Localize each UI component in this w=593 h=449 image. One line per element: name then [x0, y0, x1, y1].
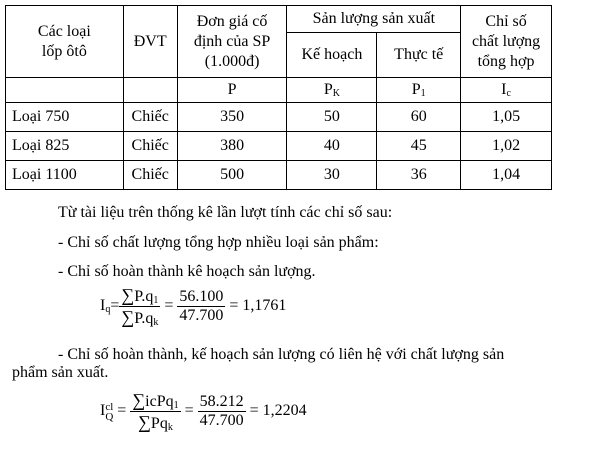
cell-actual: 36 [377, 161, 461, 190]
formula-iq-den-text: P.q [134, 310, 154, 327]
formula-iq-num-value: 56.100 [179, 288, 224, 305]
formula-iqcl-lhs [100, 400, 114, 423]
symbol-empty-cell [6, 78, 124, 103]
table-row [6, 161, 552, 190]
header-price-line3: (1.000đ) [204, 52, 260, 70]
header-quality-line1: Chỉ số [485, 12, 527, 30]
formula-iq-symbolic-fraction [119, 285, 160, 328]
sum-symbol: ∑ [121, 307, 135, 327]
symbol-plan-base: P [323, 81, 333, 98]
symbol-actual-sub: 1 [420, 88, 426, 99]
formula-iqcl-numeric-fraction [198, 393, 246, 430]
sum-symbol: ∑ [138, 412, 151, 432]
cell-price: 350 [177, 103, 287, 132]
header-price-line1: Đơn giá cố [196, 12, 268, 30]
formula-iqcl-num-sub: 1 [173, 400, 179, 411]
header-tire-type-line2: lốp ôtô [41, 42, 87, 60]
header-output: Sản lượng sản xuất [287, 6, 461, 33]
formula-iq-lhs-base: I [100, 297, 106, 315]
symbol-empty-cell [123, 78, 177, 103]
formula-iq-den-sub: k [153, 317, 159, 328]
cell-unit: Chiếc [123, 161, 177, 190]
header-price-line2: định của SP [193, 32, 271, 50]
header-quality-line3: tổng hợp [477, 52, 535, 70]
formula-iq-numeric-fraction [177, 288, 225, 325]
cell-unit: Chiếc [123, 103, 177, 132]
symbol-price: P [177, 78, 287, 103]
intro-text: Từ tài liệu trên thống kê lần lượt tính các chỉ số sau: [58, 204, 393, 221]
item-plan-completion: - Chỉ số hoàn thành kê hoạch sản lượng. [58, 263, 316, 280]
cell-type: Loại 750 [6, 103, 124, 132]
sum-symbol: ∑ [121, 285, 135, 305]
formula-iq-result: = 1,1761 [229, 297, 287, 315]
formula-iqcl-den-value: 47.700 [199, 412, 244, 429]
cell-actual: 45 [377, 132, 461, 161]
cell-price: 380 [177, 132, 287, 161]
formula-iq-symbolic-numerator [119, 285, 160, 306]
formula-iq-lhs [100, 297, 110, 314]
cell-price: 500 [177, 161, 287, 190]
formula-iqcl-lhs-sup: cl [105, 400, 114, 413]
header-quality-line2: chất lượng [471, 32, 541, 50]
formula-iq-den-value: 47.700 [179, 307, 224, 324]
cell-type: Loại 825 [6, 132, 124, 161]
formula-iq-symbolic-denominator [119, 306, 160, 328]
symbol-quality-sub: c [506, 88, 511, 99]
symbol-plan-sub: K [332, 88, 340, 99]
header-unit: ĐVT [123, 6, 177, 78]
item-quality-index: - Chỉ số chất lượng tổng hợp nhiều loại sản phẩm: [58, 234, 379, 251]
formula-iqcl-lhs-scripts [105, 402, 113, 422]
item-combined-index-line1: - Chỉ số hoàn thành, kế hoạch sản lượng có liên hệ với chất lượng sản [58, 346, 505, 363]
table-row [6, 132, 552, 161]
header-actual: Thực tế [377, 33, 461, 78]
cell-index: 1,02 [461, 132, 552, 161]
header-quality-index [461, 6, 552, 78]
symbol-actual [377, 78, 461, 103]
symbol-actual-base: P [411, 81, 421, 98]
tire-data-table [5, 5, 552, 190]
formula-iqcl-symbolic-denominator [130, 411, 180, 433]
formula-iq-num-text: P.q [134, 288, 154, 305]
cell-index: 1,05 [461, 103, 552, 132]
formula-iqcl-symbolic-fraction [130, 390, 180, 433]
cell-plan: 40 [287, 132, 377, 161]
formula-iqcl-result: = 1,2204 [249, 402, 307, 420]
cell-unit: Chiếc [123, 132, 177, 161]
table-row [6, 103, 552, 132]
formula-iq-lhs-sub: q [105, 304, 111, 316]
header-tire-type [6, 6, 124, 78]
sum-symbol: ∑ [132, 390, 146, 410]
cell-index: 1,04 [461, 161, 552, 190]
item-combined-index-line2: phẩm sản xuất. [12, 364, 109, 381]
symbol-quality-base: I [501, 81, 507, 98]
header-plan: Kế hoạch [287, 33, 377, 78]
table-symbol-row [6, 78, 552, 103]
cell-type: Loại 1100 [6, 161, 124, 190]
formula-iqcl-num-value: 58.212 [199, 393, 244, 410]
formula-iqcl-lhs-sub: Q [105, 410, 114, 423]
formula-iqcl-den-sub: k [167, 422, 173, 433]
symbol-plan [287, 78, 377, 103]
cell-plan: 50 [287, 103, 377, 132]
symbol-quality [461, 78, 552, 103]
formula-iqcl-symbolic-numerator [130, 390, 180, 411]
header-tire-type-line1: Các loại [37, 22, 91, 40]
table-header-row [6, 6, 552, 33]
header-price [177, 6, 287, 78]
cell-actual: 60 [377, 103, 461, 132]
formula-iqcl-lhs-base: I [100, 402, 106, 420]
formula-iq-num-sub: 1 [153, 295, 159, 306]
formula-iq: $I_q=$ $\frac{\sum P.q_1}{\sum P.q_k}$ = $\frac{56.100}{47.700}$ = 1,1761 [100, 285, 287, 328]
formula-iqcl-num-text: icPq [145, 393, 174, 410]
cell-plan: 30 [287, 161, 377, 190]
formula-iqcl-den-text: Pq [150, 415, 168, 432]
formula-iqcl: Icl Q = $\frac{\sum icPq_1}{\sum Pq_k}$ = $\frac{58.212}{47.700}$ = 1,2204 [100, 390, 307, 433]
